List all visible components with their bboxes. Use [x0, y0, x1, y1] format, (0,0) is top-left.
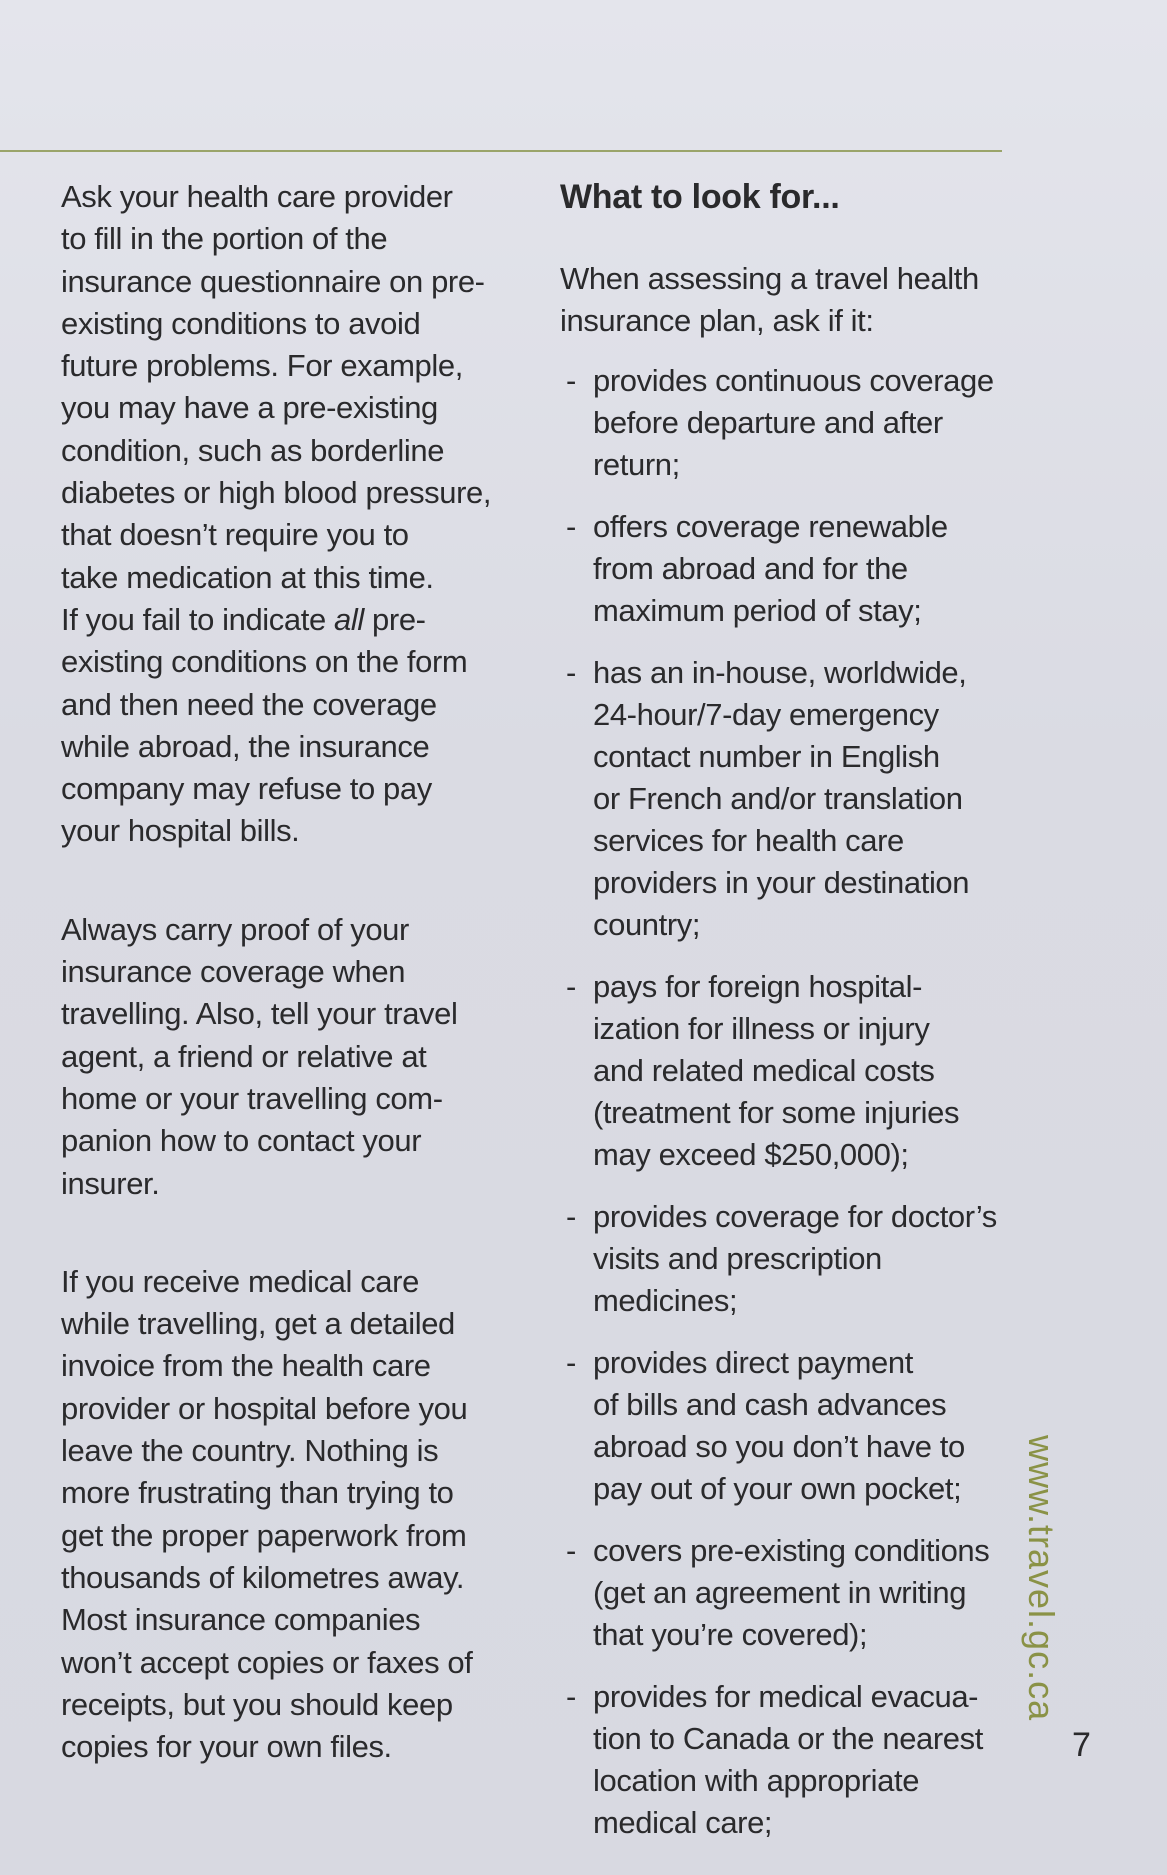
dash-marker: - [566, 655, 576, 690]
website-url: www.travel.gc.ca [1021, 1435, 1062, 1722]
dash-marker: - [566, 509, 576, 544]
dash-marker: - [566, 1533, 576, 1568]
header-rule [0, 150, 1002, 152]
list-item [560, 966, 1020, 1176]
paragraph-questionnaire-part2: pre- existing conditions on the form and then need the coverage while abroad, the insurance company may refuse to pay your hospital bills. [61, 601, 468, 849]
right-column [560, 176, 1020, 1864]
paragraph-questionnaire [61, 176, 511, 853]
section-intro: When assessing a travel health insurance plan, ask if it: [560, 261, 979, 338]
list-item-text: offers coverage renewable from abroad and for the maximum period of stay; [593, 509, 948, 628]
dash-marker: - [566, 1679, 576, 1714]
list-item [560, 506, 1020, 632]
list-item-text: provides continuous coverage before departure and after return; [593, 363, 994, 482]
list-item [560, 360, 1020, 486]
checklist [560, 360, 1020, 1844]
list-item-text: provides direct payment of bills and cash advances abroad so you don’t have to pay out of your own pocket; [593, 1345, 965, 1506]
dash-marker: - [566, 1199, 576, 1234]
list-item [560, 1196, 1020, 1322]
list-item [560, 1676, 1020, 1844]
list-item-text: provides for medical evacua- tion to Canada or the nearest location with appropriate medical care; [593, 1679, 983, 1840]
list-item-text: has an in-house, worldwide, 24-hour/7-day emergency contact number in English or French and/or translation services for health care providers in your destination country; [593, 655, 970, 942]
paragraph-questionnaire-part1: Ask your health care provider to fill in the portion of the insurance questionnaire on pre- existing conditions to avoid future problems. For example, you may have a pre-existing condition, such as borderline diabetes or high blood pressure, that doesn’t require you to take medication at this time. If you fail to indicate [61, 179, 492, 637]
dash-marker: - [566, 363, 576, 398]
dash-marker: - [566, 1345, 576, 1380]
page-number: 7 [1072, 1726, 1091, 1764]
section-heading: What to look for... [560, 178, 840, 216]
list-item-text: pays for foreign hospital- ization for illness or injury and related medical costs (treatment for some injuries may exceed $250,000); [593, 969, 960, 1172]
emphasis-all: all [334, 601, 364, 637]
list-item [560, 1342, 1020, 1510]
left-column [61, 176, 511, 1824]
paragraph-proof-of-coverage: Always carry proof of your insurance coverage when travelling. Also, tell your travel agent, a friend or relative at home or your travelling com- panion how to contact your insurer. [61, 911, 458, 1201]
list-item-text: covers pre-existing conditions (get an agreement in writing that you’re covered); [593, 1533, 990, 1652]
paragraph-medical-care-invoice: If you receive medical care while travelling, get a detailed invoice from the health care provider or hospital before you leave the country. Nothing is more frustrating than trying to get the proper paperwork from thousands of kilometres away. Most insurance companies won’t accept copies or faxes of receipts, but you should keep copies for your own files. [61, 1263, 473, 1765]
dash-marker: - [566, 969, 576, 1004]
list-item [560, 652, 1020, 946]
list-item [560, 1530, 1020, 1656]
list-item-text: provides coverage for doctor’s visits and prescription medicines; [593, 1199, 997, 1318]
